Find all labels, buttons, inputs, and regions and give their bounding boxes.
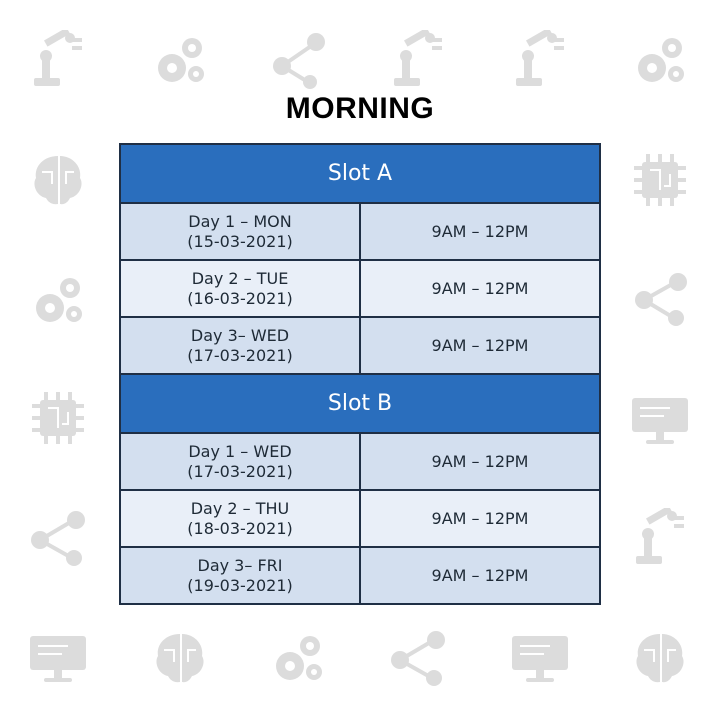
table-row	[121, 548, 599, 603]
slot-a-header: Slot A	[121, 145, 599, 204]
gears-icon	[268, 628, 328, 688]
gears-icon	[28, 270, 88, 330]
share-icon	[630, 270, 690, 330]
share-icon	[388, 628, 448, 688]
day-cell	[121, 204, 361, 259]
slot-b-header: Slot B	[121, 375, 599, 434]
day-cell	[121, 548, 361, 603]
day-cell	[121, 491, 361, 546]
date-label: (17-03-2021)	[187, 461, 293, 481]
chip-icon	[28, 388, 88, 448]
date-label: (17-03-2021)	[187, 345, 293, 365]
day-cell	[121, 261, 361, 316]
time-cell: 9AM – 12PM	[431, 221, 529, 241]
robot-arm-icon	[388, 30, 448, 90]
share-icon	[268, 30, 328, 90]
page-title: MORNING	[285, 92, 435, 125]
day-cell	[121, 318, 361, 373]
monitor-icon	[510, 628, 570, 688]
table-row	[121, 491, 599, 548]
date-label: (15-03-2021)	[187, 231, 293, 251]
robot-arm-icon	[510, 30, 570, 90]
gears-icon	[150, 30, 210, 90]
date-label: (18-03-2021)	[187, 518, 293, 538]
day-label: Day 2 – TUE	[191, 268, 289, 288]
robot-arm-icon	[28, 30, 88, 90]
chip-icon	[630, 150, 690, 210]
date-label: (19-03-2021)	[187, 575, 293, 595]
day-label: Day 3– WED	[190, 325, 290, 345]
day-cell	[121, 434, 361, 489]
table-row	[121, 434, 599, 491]
monitor-icon	[630, 390, 690, 450]
day-label: Day 1 – MON	[188, 211, 292, 231]
time-cell: 9AM – 12PM	[431, 451, 529, 471]
day-label: Day 3– FRI	[197, 555, 283, 575]
brain-icon	[28, 150, 88, 210]
time-cell: 9AM – 12PM	[431, 508, 529, 528]
schedule-table	[119, 143, 601, 605]
time-cell: 9AM – 12PM	[431, 335, 529, 355]
day-label: Day 1 – WED	[188, 441, 292, 461]
table-row	[121, 204, 599, 261]
gears-icon	[630, 30, 690, 90]
table-row	[121, 318, 599, 375]
time-cell: 9AM – 12PM	[431, 278, 529, 298]
brain-icon	[630, 628, 690, 688]
table-row	[121, 261, 599, 318]
share-icon	[28, 508, 88, 568]
robot-arm-icon	[630, 508, 690, 568]
brain-icon	[150, 628, 210, 688]
monitor-icon	[28, 628, 88, 688]
date-label: (16-03-2021)	[187, 288, 293, 308]
day-label: Day 2 – THU	[190, 498, 290, 518]
time-cell: 9AM – 12PM	[431, 565, 529, 585]
